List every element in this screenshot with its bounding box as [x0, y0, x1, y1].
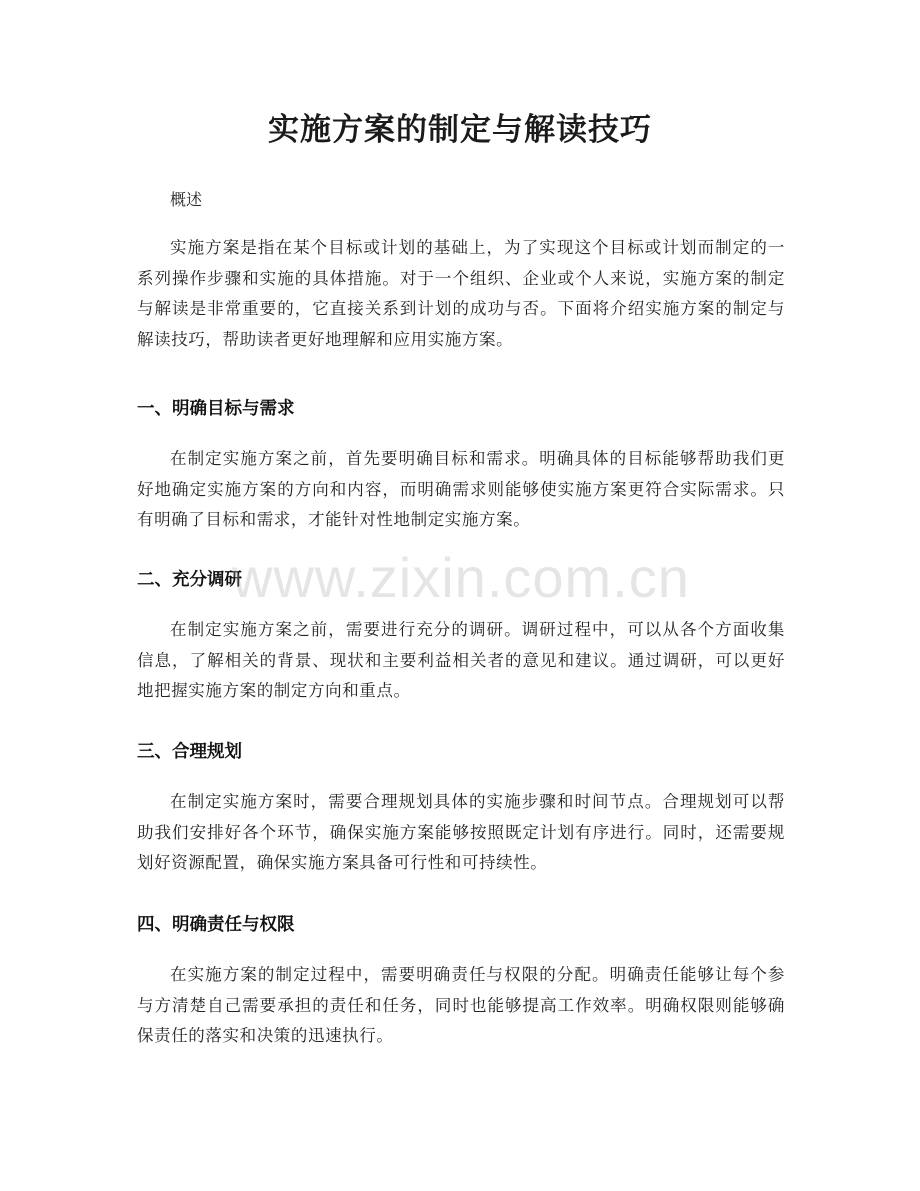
section-body-3: 在制定实施方案时，需要合理规划具体的实施步骤和时间节点。合理规划可以帮助我们安排好各个环节，确保实施方案能够按照既定计划有序进行。同时，还需要规划好资源配置，确保实施方案具备可行性和可持续性。	[137, 792, 785, 873]
section-body-2: 在制定实施方案之前，需要进行充分的调研。调研过程中，可以从各个方面收集信息，了解相关的背景、现状和主要利益相关者的意见和建议。通过调研，可以更好地把握实施方案的制定方向和重点。	[137, 620, 785, 701]
page-title: 实施方案的制定与解读技巧	[268, 112, 652, 148]
section-body-4: 在实施方案的制定过程中，需要明确责任与权限的分配。明确责任能够让每个参与方清楚自己需要承担的责任和任务，同时也能够提高工作效率。明确权限则能够确保责任的落实和决策的迅速执行。	[137, 965, 785, 1046]
section-heading-3: 三、合理规划	[137, 742, 242, 762]
section-body-1: 在制定实施方案之前，首先要明确目标和需求。明确具体的目标能够帮助我们更好地确定实施方案的方向和内容，而明确需求则能够使实施方案更符合实际需求。只有明确了目标和需求，才能针对性地制定实施方案。	[137, 449, 785, 530]
overview-label: 概述	[170, 190, 203, 209]
section-heading-2: 二、充分调研	[137, 570, 242, 590]
section-heading-1: 一、明确目标与需求	[137, 399, 295, 419]
intro-paragraph: 实施方案是指在某个目标或计划的基础上，为了实现这个目标或计划而制定的一系列操作步骤和实施的具体措施。对于一个组织、企业或个人来说，实施方案的制定与解读是非常重要的，它直接关系到计划的成功与否。下面将介绍实施方案的制定与解读技巧，帮助读者更好地理解和应用实施方案。	[137, 238, 785, 349]
section-heading-4: 四、明确责任与权限	[137, 915, 295, 935]
watermark: www.zixin.com.cn	[232, 546, 690, 609]
